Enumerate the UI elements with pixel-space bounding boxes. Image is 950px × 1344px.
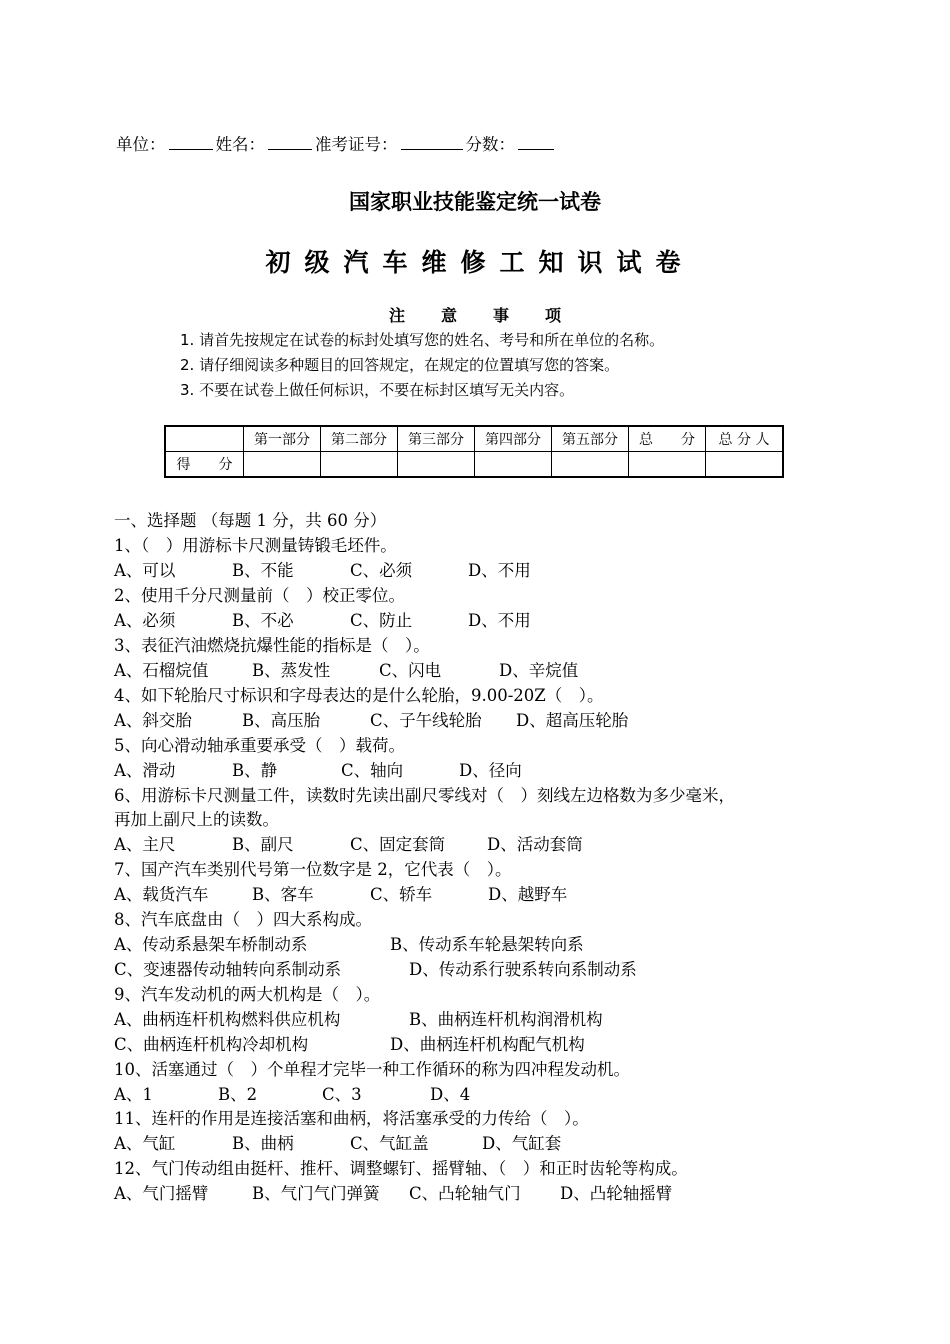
option[interactable]: B、曲柄连杆机构润滑机构: [409, 1010, 603, 1029]
unit-label: 单位：: [116, 135, 166, 154]
score-cell[interactable]: [552, 452, 629, 478]
option[interactable]: C、凸轮轴气门: [409, 1184, 521, 1203]
option[interactable]: D、凸轮轴摇臂: [560, 1184, 673, 1203]
score-table-header-cell: 第二部分: [321, 426, 398, 452]
option[interactable]: A、滑动: [114, 761, 176, 780]
option[interactable]: D、径向: [459, 761, 522, 780]
option[interactable]: B、客车: [252, 885, 314, 904]
question-text: 7、国产汽车类别代号第一位数字是 2，它代表（ ）。: [114, 860, 512, 879]
option[interactable]: D、辛烷值: [499, 661, 579, 680]
option[interactable]: A、主尺: [114, 835, 176, 854]
option[interactable]: C、3: [322, 1085, 362, 1104]
question-text-continued: 再加上副尺上的读数。: [114, 810, 279, 829]
question-text: 9、汽车发动机的两大机构是（ ）。: [114, 985, 381, 1004]
unit-blank: [169, 135, 213, 150]
option[interactable]: C、必须: [350, 561, 413, 580]
option[interactable]: B、高压胎: [242, 711, 321, 730]
option[interactable]: A、气缸: [114, 1134, 176, 1153]
option[interactable]: A、斜交胎: [114, 711, 192, 730]
option[interactable]: D、传动系行驶系转向系制动系: [409, 960, 637, 979]
option[interactable]: A、气门摇臂: [114, 1184, 209, 1203]
score-row-label: 得 分: [165, 452, 244, 478]
option[interactable]: A、必须: [114, 611, 176, 630]
option[interactable]: C、变速器传动轴转向系制动系: [114, 960, 342, 979]
ticket-blank: [401, 135, 463, 150]
question-text: 3、表征汽油燃烧抗爆性能的指标是（ ）。: [114, 636, 430, 655]
question-text: 8、汽车底盘由（ ）四大系构成。: [114, 910, 372, 929]
candidate-info-line: [116, 131, 557, 155]
exam-main-title: 国家职业技能鉴定统一试卷: [349, 190, 601, 214]
option[interactable]: C、防止: [350, 611, 413, 630]
option[interactable]: A、曲柄连杆机构燃料供应机构: [114, 1010, 341, 1029]
score-table-header-cell: 第五部分: [552, 426, 629, 452]
notice-item: 1. 请首先按规定在试卷的标封处填写您的姓名、考号和所在单位的名称。: [180, 331, 665, 349]
name-label: 姓名：: [215, 135, 265, 154]
option[interactable]: D、不用: [468, 561, 531, 580]
score-table-header-cell: 第一部分: [244, 426, 321, 452]
option[interactable]: D、曲柄连杆机构配气机构: [390, 1035, 585, 1054]
score-table-header-cell: 总 分: [629, 426, 706, 452]
score-cell[interactable]: [244, 452, 321, 478]
score-table-header-cell: 第四部分: [475, 426, 552, 452]
option[interactable]: B、传动系车轮悬架转向系: [390, 935, 584, 954]
score-cell[interactable]: [706, 452, 784, 478]
notice-title: 注意事项: [388, 306, 597, 325]
option[interactable]: C、闪电: [379, 661, 442, 680]
score-table-header-row: [165, 426, 783, 452]
score-table-header-cell: 第三部分: [398, 426, 475, 452]
option[interactable]: D、4: [430, 1085, 471, 1104]
option[interactable]: B、曲柄: [232, 1134, 294, 1153]
option[interactable]: D、活动套筒: [487, 835, 583, 854]
score-table-header-cell: [165, 426, 244, 452]
score-cell[interactable]: [475, 452, 552, 478]
option[interactable]: D、超高压轮胎: [516, 711, 629, 730]
option[interactable]: A、1: [114, 1085, 153, 1104]
notice-item: 3. 不要在试卷上做任何标识，不要在标封区填写无关内容。: [180, 381, 575, 399]
option[interactable]: B、蒸发性: [252, 661, 331, 680]
option[interactable]: A、传动系悬架车桥制动系: [114, 935, 308, 954]
question-text: 2、使用千分尺测量前（ ）校正零位。: [114, 586, 405, 605]
notice-item: 2. 请仔细阅读多种题目的回答规定，在规定的位置填写您的答案。: [180, 356, 620, 374]
ticket-label: 准考证号：: [315, 135, 398, 154]
question-text: 5、向心滑动轴承重要承受（ ）载荷。: [114, 736, 405, 755]
question-text: 4、如下轮胎尺寸标识和字母表达的是什么轮胎，9.00-20Z（ ）。: [114, 686, 604, 705]
score-cell[interactable]: [629, 452, 706, 478]
option[interactable]: D、越野车: [488, 885, 568, 904]
question-text: 11、连杆的作用是连接活塞和曲柄，将活塞承受的力传给（ ）。: [114, 1109, 589, 1128]
option[interactable]: B、2: [218, 1085, 258, 1104]
score-table: [164, 425, 784, 478]
option[interactable]: B、副尺: [232, 835, 294, 854]
option[interactable]: C、气缸盖: [350, 1134, 429, 1153]
score-cell[interactable]: [321, 452, 398, 478]
option[interactable]: C、曲柄连杆机构冷却机构: [114, 1035, 309, 1054]
option[interactable]: B、气门气门弹簧: [252, 1184, 380, 1203]
question-text: 10、活塞通过（ ）个单程才完毕一种工作循环的称为四冲程发动机。: [114, 1060, 630, 1079]
option[interactable]: C、固定套筒: [350, 835, 446, 854]
question-text: 1、（ ）用游标卡尺测量铸锻毛坯件。: [114, 536, 397, 555]
question-text: 12、气门传动组由挺杆、推杆、调整螺钉、摇臂轴、（ ）和正时齿轮等构成。: [114, 1159, 688, 1178]
option[interactable]: B、静: [232, 761, 278, 780]
name-blank: [268, 135, 312, 150]
score-blank: [518, 135, 554, 150]
question-text: 6、用游标卡尺测量工件，读数时先读出副尺零线对（ ）刻线左边格数为多少毫米，: [114, 786, 735, 805]
score-table-header-cell: 总 分 人: [706, 426, 784, 452]
option[interactable]: B、不必: [232, 611, 294, 630]
exam-subtitle: 初级汽车维修工知识试卷: [265, 248, 695, 277]
option[interactable]: C、轿车: [370, 885, 433, 904]
option[interactable]: A、石榴烷值: [114, 661, 209, 680]
score-cell[interactable]: [398, 452, 475, 478]
option[interactable]: C、子午线轮胎: [370, 711, 482, 730]
option[interactable]: B、不能: [232, 561, 294, 580]
score-label: 分数：: [465, 135, 515, 154]
option[interactable]: D、不用: [468, 611, 531, 630]
option[interactable]: C、轴向: [341, 761, 404, 780]
option[interactable]: D、气缸套: [482, 1134, 562, 1153]
score-table-score-row: [165, 452, 783, 478]
option[interactable]: A、可以: [114, 561, 176, 580]
option[interactable]: A、载货汽车: [114, 885, 209, 904]
section-title: 一、选择题 （每题 1 分，共 60 分）: [114, 511, 387, 530]
